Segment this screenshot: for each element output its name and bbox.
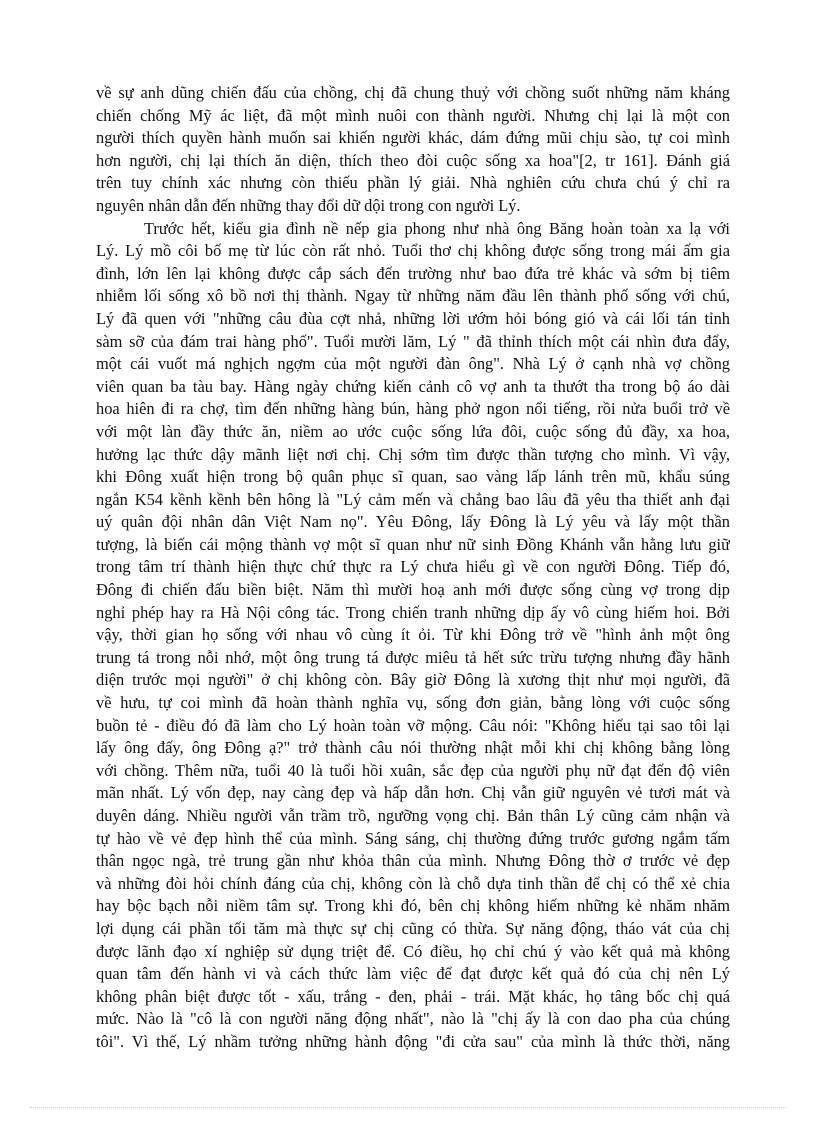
text-line: thân ngọc ngà, trẻ trung gần như khỏa thân của mình. Nhưng Đông thờ ơ trước vẻ đẹp: [96, 851, 730, 871]
text-line: duyên dáng. Nhiều người vẫn trầm trồ, ngưỡng vọng chị. Bản thân Lý cũng cảm nhận và: [96, 806, 730, 825]
text-line: không phân biệt được tốt - xấu, trắng - đen, phải - trái. Mặt khác, họ tâng bốc chị quá: [96, 986, 730, 1006]
text-line: mức. Nào là "cô là con người năng động nhất", nào là "chị ấy là con dao pha của chúng: [96, 1009, 730, 1029]
text-line: Lý đã quen với "những câu đùa cợt nhả, những lời ướm hỏi bóng gió và cái lối tán tỉnh: [96, 308, 730, 328]
text-line: buồn tẻ - điều đó đã làm cho Lý hoàn toàn vỡ mộng. Câu nói: "Không hiểu tại sao tôi lại: [96, 715, 730, 735]
text-line: Trước hết, kiểu gia đình nề nếp gia phong như nhà ông Băng hoàn toàn xa lạ với: [144, 218, 730, 238]
text-line: khi Đông xuất hiện trong bộ quân phục sĩ quan, sao vàng lấp lánh trên mũ, khẩu súng: [96, 467, 730, 487]
text-line: nhiễm lối sống xô bồ nơi thị thành. Ngay từ những năm đầu lên thành phố sống với chú,: [96, 286, 730, 306]
text-line: với chồng. Thêm nữa, tuổi 40 là tuổi hồi xuân, sắc đẹp của người phụ nữ đạt đến độ viên: [96, 760, 730, 780]
text-line: với một làn đầy thức ăn, niềm ao ước cuộc sống lứa đôi, cuộc sống đủ đầy, xa hoa,: [96, 421, 730, 441]
text-line: uý quân đội nhân dân Việt Nam nọ". Yêu Đông, lấy Đông là Lý yêu và lấy một thần: [96, 512, 730, 532]
text-line: người thích quyền hành muốn sai khiến người khác, dám đứng mũi chịu sào, tự coi mình: [96, 128, 730, 148]
text-line: sàm sỡ của đám trai hàng phố". Tuổi mười lăm, Lý " đã thỉnh thích một cái nhìn đưa đẩy,: [96, 331, 730, 351]
text-line: vậy, thời gian họ sống với nhau vô cùng ít ỏi. Từ khi Đông trở về "hình ảnh một ông: [96, 625, 730, 645]
text-line: trung tá trong nỗi nhớ, một ông trung tá được miêu tả hết sức trừu tượng nhưng đầy hãnh: [96, 647, 730, 667]
text-line: về sự anh dũng chiến đấu của chồng, chị đã chung thuỷ với chồng suốt những năm kháng: [96, 83, 730, 102]
text-line: tượng, là biến cái mộng thành vợ một sĩ quan như nữ sinh Đồng Khánh vẫn hằng lưu giữ: [96, 534, 730, 554]
text-line: nguyên nhân dẫn đến những thay đổi dữ dội trong con người Lý.: [96, 195, 521, 215]
text-line: lấy ông đấy, ông Đông ạ?" trở thành câu nói thường nhật mỗi khi chị không bằng lòng: [96, 738, 730, 758]
text-line: Đông đi chiến đấu biền biệt. Năm thì mười hoạ anh mới được sống cùng vợ trong dịp: [96, 580, 730, 600]
text-line: mãn nhất. Lý vốn đẹp, nay càng đẹp và hấp dẫn hơn. Chị vẫn giữ nguyên vẻ tươi mát và: [96, 783, 730, 803]
text-line: nghỉ phép hay ra Hà Nội công tác. Trong chiến tranh những dịp ấy vô cùng hiếm hoi. Bởi: [96, 602, 730, 622]
text-line: tôi". Vì thế, Lý nhầm tưởng những hành động "đi cửa sau" của mình là thức thời, năng: [96, 1031, 730, 1051]
text-line: hơn người, chị lại thích ăn diện, thích theo đòi cuộc sống xa hoa"[2, tr 161]. Đánh giá: [96, 150, 730, 170]
text-line: ngắn K54 kềnh kềnh bên hông là "Lý cảm mến và chẳng bao lâu đã yêu tha thiết anh đại: [96, 489, 730, 509]
page-bottom-rule: [30, 1107, 786, 1108]
text-line: một cái vuốt má nghịch ngợm của một người đàn ông". Nhà Lý ở cạnh nhà vợ chồng: [96, 354, 730, 374]
text-line: viên quan ba tàu bay. Hàng ngày chứng kiến cảnh cô vợ anh ta thướt tha trong bộ áo dài: [96, 376, 730, 396]
text-line: lợi dụng cái phần tối tăm mà thực sự chị cũng có thừa. Sự năng động, tháo vát của chị: [96, 918, 730, 938]
text-line: hay bộc bạch nỗi niềm tâm sự. Trong khi đó, bên chị không hiếm những kẻ nhăm nhăm: [96, 896, 730, 916]
body-text: [96, 82, 730, 1054]
text-line: hưởng lạc thức dậy mãnh liệt nơi chị. Chị sớm tìm được thần tượng cho mình. Vì vậy,: [96, 444, 730, 464]
text-line: quan tâm đến hành vi và cách thức làm việc để đạt được kết quả đó của chị nên Lý: [96, 964, 730, 984]
text-line: trong tâm trí thành hiện thực chứ thực ra Lý chưa hiểu gì về con người Đông. Tiếp đó,: [96, 557, 730, 577]
text-line: diện trước mọi người" ở chị không còn. Bây giờ Đông là xương thịt như mọi người, đã: [96, 670, 730, 690]
text-line: trên tuy chính xác nhưng còn thiếu phần lý giải. Nhà nghiên cứu chưa chú ý chỉ ra: [96, 173, 730, 193]
text-line: chiến chống Mỹ ác liệt, đã một mình nuôi con thành người. Nhưng chị lại là một con: [96, 105, 730, 125]
text-line: hoa hiên đi ra chợ, tìm đến những hàng bún, hàng phở ngon nổi tiếng, rồi nửa buổi trở về: [96, 399, 730, 419]
text-line: được lãnh đạo xí nghiệp sử dụng triệt để. Có điều, họ chỉ chú ý vào kết quả mà không: [96, 941, 730, 961]
text-line: về hưu, tự coi mình đã hoàn thành nghĩa vụ, sống đơn giản, bằng lòng với cuộc sống: [96, 693, 730, 713]
text-line: và những đòi hỏi chính đáng của chị, không còn là chỗ dựa tinh thần để chị có thể xẻ chia: [96, 873, 730, 893]
text-line: đình, lớn lên lại không được cắp sách đến trường như bao đứa trẻ khác và sớm bị tiêm: [96, 263, 730, 283]
text-line: Lý. Lý mồ côi bố mẹ từ lúc còn rất nhỏ. Tuổi thơ chị không được sống trong mái ấm gia: [96, 241, 730, 261]
text-line: tự hào về vẻ đẹp hình thể của mình. Sáng sáng, chị thường đứng trước gương ngắm tấm: [96, 828, 730, 848]
